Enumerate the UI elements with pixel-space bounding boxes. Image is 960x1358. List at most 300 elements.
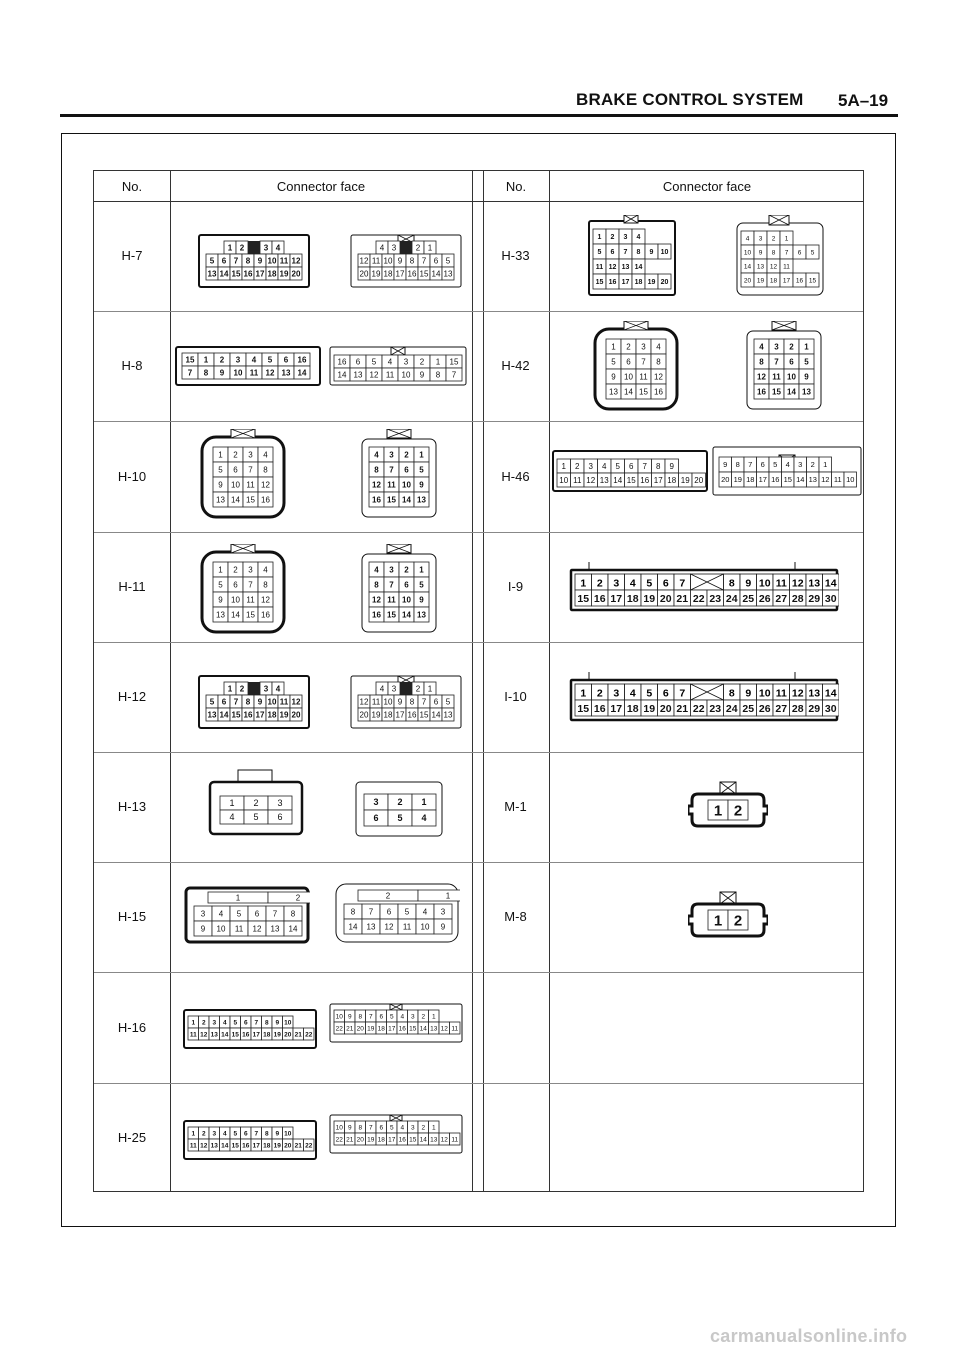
pin-label: 11	[402, 922, 412, 932]
pin-label: 3	[391, 243, 397, 253]
pin-label: 10	[420, 922, 430, 932]
pin-label: 2	[415, 243, 421, 253]
connector-h8-female	[328, 343, 468, 389]
pin-label: 11	[387, 480, 396, 490]
pin-label: 13	[281, 368, 291, 378]
pin-label: 8	[264, 1019, 269, 1027]
pin-label: 8	[374, 465, 379, 475]
pin-label: 3	[263, 243, 269, 253]
connector-h15-female	[334, 880, 460, 946]
pin-label: 2	[733, 802, 743, 820]
pin-label: 6	[662, 687, 669, 700]
pin-label: 1	[229, 798, 235, 809]
pin-label: 2	[397, 797, 403, 808]
pin-label: 7	[254, 1019, 259, 1027]
pin-label: 6	[760, 460, 765, 470]
pin-label: 10	[383, 256, 393, 266]
pin-label: 12	[369, 370, 379, 380]
pin-label: 7	[233, 256, 239, 266]
pin-label: 15	[639, 387, 648, 397]
pin-label: 2	[239, 243, 245, 253]
pin-label: 2	[239, 684, 245, 694]
pin-label: 1	[218, 564, 223, 574]
pin-label: 11	[234, 924, 244, 934]
pin-label: 15	[577, 592, 590, 605]
connector-h13-male	[206, 768, 306, 838]
pin-label: 7	[679, 687, 686, 700]
pin-label: 3	[248, 450, 253, 460]
pin-label: 14	[787, 387, 796, 397]
pin-label: 2	[626, 342, 631, 352]
pin-label: 3	[440, 907, 446, 917]
pin-label: 16	[407, 710, 417, 720]
pin-label: 12	[200, 1031, 208, 1039]
pin-label: 7	[368, 1123, 373, 1131]
pin-label: 15	[231, 269, 241, 279]
pin-label: 7	[389, 579, 394, 589]
connector-h7-male	[198, 231, 310, 289]
pin-label: 29	[808, 702, 821, 715]
row-label-left: H-11	[118, 578, 146, 594]
pin-label: 18	[267, 710, 277, 720]
pin-label: 14	[231, 609, 240, 619]
pin-label: 2	[295, 893, 301, 903]
pin-label: 7	[679, 577, 686, 590]
pin-label: 19	[643, 592, 656, 605]
pin-label: 12	[261, 480, 270, 490]
pin-label: 3	[613, 687, 620, 700]
col-header-no-left: No.	[121, 179, 143, 194]
pin-label: 19	[647, 279, 656, 287]
pin-label: 2	[404, 564, 409, 574]
pin-label: 5	[209, 256, 215, 266]
row-label-left: H-13	[117, 799, 147, 815]
pin-label: 1	[784, 235, 789, 243]
pin-label: 16	[398, 1135, 406, 1143]
pin-label: 8	[636, 249, 641, 257]
pin-label: 6	[629, 462, 634, 472]
pin-label: 3	[391, 684, 397, 694]
pin-label: 8	[264, 1129, 269, 1137]
pin-label: 9	[275, 1019, 280, 1027]
connector-h10-male	[196, 429, 290, 521]
pin-label: 6	[610, 249, 615, 257]
pin-label: 16	[640, 476, 650, 486]
pin-cell	[268, 892, 310, 903]
pin-label: 9	[745, 577, 752, 590]
pin-label: 19	[680, 476, 690, 486]
pin-label: 8	[759, 357, 764, 367]
pin-label: 1	[597, 234, 602, 242]
pin-label: 6	[221, 697, 227, 707]
pin-label: 6	[404, 579, 409, 589]
connector-h42-female	[737, 321, 831, 413]
pin-label: 8	[435, 370, 441, 380]
pin-label: 11	[833, 475, 842, 485]
pin-label: 4	[602, 462, 607, 472]
connector-h12-female	[350, 672, 462, 730]
pin-label: 3	[389, 450, 394, 460]
pin-label: 19	[733, 475, 742, 485]
pin-label: 12	[440, 1025, 448, 1033]
row-label-left: H-12	[117, 688, 147, 704]
pin-label: 6	[662, 577, 669, 590]
pin-label: 14	[221, 1141, 229, 1149]
pin-label: 2	[201, 1129, 206, 1137]
pin-label: 21	[346, 1135, 354, 1143]
pin-label: 1	[445, 891, 451, 901]
connector-h25-male	[182, 1117, 318, 1163]
pin-label: 11	[279, 256, 289, 266]
pin-label: 18	[667, 476, 677, 486]
pin-label: 1	[421, 797, 427, 808]
pin-label: 13	[808, 475, 817, 485]
pin-label: 9	[257, 697, 263, 707]
pin-label: 3	[212, 1129, 217, 1137]
pin-label: 5	[253, 812, 259, 823]
pin-label: 15	[808, 277, 817, 285]
pin-label: 13	[210, 1141, 218, 1149]
pin-label: 9	[200, 924, 206, 934]
row-label-right: I-9	[507, 578, 524, 594]
connector-h16-female	[328, 1000, 464, 1046]
pin-label: 3	[235, 355, 241, 365]
pin-label: 4	[759, 342, 764, 352]
connector-h25-female	[328, 1111, 464, 1157]
pin-label: 22	[692, 592, 705, 605]
page-number: 5A–19	[838, 91, 889, 110]
pin-label: 5	[218, 465, 223, 475]
pin-label: 19	[279, 269, 289, 279]
pin-label: 29	[808, 592, 821, 605]
pin-label: 25	[742, 592, 755, 605]
pin-label: 14	[402, 609, 411, 619]
pin-label: 6	[233, 465, 238, 475]
row-label-right: I-10	[504, 688, 527, 704]
pin-label: 4	[222, 1019, 227, 1027]
pin-label: 12	[265, 368, 275, 378]
pin-label: 9	[397, 697, 403, 707]
pin-label: 18	[769, 277, 778, 285]
pin-label: 7	[421, 256, 427, 266]
pin-label: 8	[245, 697, 251, 707]
pin-label: 5	[773, 460, 778, 470]
pin-label: 13	[599, 476, 609, 486]
pin-label: 14	[824, 687, 837, 700]
pin-label: 7	[272, 909, 278, 919]
pin-label: 8	[263, 579, 268, 589]
pin-label: 17	[252, 1031, 260, 1039]
pin-label: 5	[445, 697, 451, 707]
pin-label: 20	[291, 269, 301, 279]
pin-label: 22	[305, 1141, 313, 1149]
row-label-left: H-10	[117, 468, 147, 484]
pin-label: 25	[742, 702, 755, 715]
table-divider	[483, 171, 484, 1191]
pin-label: 3	[641, 342, 646, 352]
pin-label: 10	[401, 370, 411, 380]
pin-label: 26	[758, 592, 771, 605]
pin-label: 2	[610, 234, 615, 242]
pin-label: 8	[358, 1123, 363, 1131]
watermark: carmanualsonline.info	[710, 1326, 908, 1346]
pin-label: 3	[774, 342, 779, 352]
pin-label: 8	[358, 1013, 363, 1021]
pin-label: 6	[373, 813, 379, 824]
pin-label: 1	[431, 1013, 436, 1021]
pin-label: 10	[233, 368, 243, 378]
pin-label: 12	[372, 480, 381, 490]
pin-label: 10	[743, 249, 752, 257]
pin-label: 17	[653, 476, 663, 486]
pin-label: 8	[735, 460, 740, 470]
pin-label: 15	[409, 1135, 417, 1143]
pin-label: 8	[409, 256, 415, 266]
pin-label: 6	[626, 357, 631, 367]
pin-label: 8	[290, 909, 296, 919]
pin-label: 13	[417, 495, 426, 505]
pin-label: 2	[733, 912, 743, 930]
pin-label: 3	[758, 235, 763, 243]
pin-label: 6	[404, 465, 409, 475]
pin-label: 4	[421, 813, 427, 824]
pin-label: 6	[789, 357, 794, 367]
pin-label: 12	[291, 697, 301, 707]
pin-label: 1	[561, 462, 566, 472]
pin-label: 13	[443, 269, 453, 279]
header-rule	[60, 114, 898, 117]
pin-label: 30	[824, 592, 837, 605]
pin-label: 15	[419, 710, 429, 720]
row-label-left: H-7	[121, 248, 143, 264]
pin-label: 13	[430, 1025, 438, 1033]
pin-label: 11	[189, 1141, 197, 1149]
pin-label: 9	[347, 1013, 352, 1021]
pin-label: 18	[746, 475, 755, 485]
pin-label: 2	[385, 891, 391, 901]
pin-label: 10	[267, 697, 277, 707]
pin-label: 19	[367, 1135, 375, 1143]
pin-label: 9	[419, 594, 424, 604]
pin-label: 16	[795, 277, 804, 285]
pin-label: 20	[659, 592, 672, 605]
pin-label: 3	[798, 460, 803, 470]
pin-label: 7	[641, 357, 646, 367]
pin-label: 12	[791, 577, 804, 590]
pin-label: 10	[216, 924, 226, 934]
pin-label: 4	[629, 687, 636, 700]
connector-h10-female	[352, 429, 446, 521]
pin-label: 15	[231, 1031, 239, 1039]
pin-label: 12	[757, 372, 766, 382]
pin-label: 10	[267, 256, 277, 266]
pin-label: 14	[624, 387, 633, 397]
pin-label: 11	[189, 1031, 197, 1039]
pin-label: 12	[200, 1141, 208, 1149]
pin-label: 18	[383, 710, 393, 720]
pin-label: 2	[419, 357, 425, 367]
pin-label: 15	[577, 702, 590, 715]
pin-label: 2	[596, 577, 603, 590]
row-label-left: H-25	[117, 1129, 147, 1145]
pin-label: 5	[597, 249, 602, 257]
pin-label: 20	[359, 269, 369, 279]
pin-label: 14	[219, 269, 229, 279]
pin-label: 14	[796, 475, 805, 485]
pin-label: 2	[810, 460, 815, 470]
pin-label: 8	[245, 256, 251, 266]
pin-label: 3	[248, 564, 253, 574]
pin-label: 1	[191, 1019, 196, 1027]
pin-label: 6	[379, 1013, 384, 1021]
pin-label: 5	[267, 355, 273, 365]
pin-label: 5	[218, 579, 223, 589]
pin-label: 9	[218, 480, 223, 490]
pin-label: 1	[227, 243, 233, 253]
pin-label: 9	[745, 687, 752, 700]
pin-label: 6	[355, 357, 361, 367]
pin-label: 18	[377, 1135, 385, 1143]
pin-label: 7	[368, 907, 374, 917]
pin-label: 15	[185, 355, 195, 365]
pin-label: 2	[415, 684, 421, 694]
pin-label: 7	[389, 465, 394, 475]
pin-label: 1	[804, 342, 809, 352]
lock-tab	[248, 682, 260, 695]
pin-label: 13	[621, 264, 630, 272]
pin-label: 28	[791, 592, 804, 605]
pin-label: 7	[451, 370, 457, 380]
pin-label: 8	[350, 907, 356, 917]
pin-label: 8	[203, 368, 209, 378]
pin-label: 11	[371, 697, 381, 707]
pin-label: 18	[634, 279, 643, 287]
pin-label: 6	[386, 907, 392, 917]
pin-label: 2	[421, 1013, 426, 1021]
row-label-left: H-16	[117, 1019, 147, 1035]
pin-label: 9	[275, 1129, 280, 1137]
pin-label: 5	[397, 813, 403, 824]
row-divider	[94, 1083, 863, 1084]
pin-label: 1	[218, 450, 223, 460]
pin-label: 18	[263, 1141, 271, 1149]
pin-label: 9	[397, 256, 403, 266]
pin-label: 9	[611, 372, 616, 382]
pin-label: 12	[359, 697, 369, 707]
pin-label: 6	[433, 697, 439, 707]
pin-label: 3	[263, 684, 269, 694]
pin-label: 23	[709, 702, 722, 715]
pin-label: 4	[745, 235, 750, 243]
pin-label: 17	[252, 1141, 260, 1149]
pin-label: 13	[207, 269, 217, 279]
pin-label: 5	[419, 579, 424, 589]
pin-label: 15	[409, 1025, 417, 1033]
pin-label: 8	[656, 357, 661, 367]
pin-label: 16	[398, 1025, 406, 1033]
pin-label: 5	[389, 1123, 394, 1131]
pin-label: 1	[611, 342, 616, 352]
pin-label: 14	[288, 924, 298, 934]
pin-label: 7	[748, 460, 753, 470]
pin-label: 16	[297, 355, 307, 365]
pin-label: 10	[231, 480, 240, 490]
connector-h8-male	[174, 343, 322, 389]
pin-label: 2	[575, 462, 580, 472]
pin-label: 22	[335, 1025, 343, 1033]
pin-label: 10	[284, 1129, 292, 1137]
pin-label: 1	[419, 450, 424, 460]
pin-label: 11	[772, 372, 781, 382]
pin-label: 9	[419, 480, 424, 490]
pin-label: 17	[388, 1135, 396, 1143]
pin-label: 9	[440, 922, 446, 932]
pin-label: 7	[642, 462, 647, 472]
pin-label: 20	[359, 710, 369, 720]
pin-label: 4	[275, 684, 281, 694]
pin-label: 7	[421, 697, 427, 707]
pin-label: 10	[231, 594, 240, 604]
pin-label: 2	[789, 342, 794, 352]
row-label-left: H-8	[121, 358, 143, 374]
connector-h46-male	[551, 447, 709, 499]
pin-label: 13	[443, 710, 453, 720]
pin-label: 16	[593, 702, 606, 715]
pin-label: 1	[580, 687, 587, 700]
pin-label: 5	[371, 357, 377, 367]
pin-label: 4	[263, 564, 268, 574]
pin-label: 4	[275, 243, 281, 253]
pin-label: 16	[242, 1141, 250, 1149]
pin-label: 5	[389, 1013, 394, 1021]
pin-label: 20	[660, 279, 669, 287]
pin-label: 5	[233, 1019, 238, 1027]
pin-label: 11	[451, 1025, 459, 1033]
pin-label: 2	[253, 798, 259, 809]
col-header-face-left: Connector face	[276, 179, 366, 194]
table-divider	[549, 171, 550, 1191]
connector-h42-male	[589, 321, 683, 413]
pin-label: 11	[451, 1135, 459, 1143]
connector-h33-female	[735, 215, 825, 297]
pin-label: 17	[610, 592, 623, 605]
pin-label: 27	[775, 702, 788, 715]
pin-label: 15	[231, 710, 241, 720]
row-divider	[94, 642, 863, 643]
row-label-right: M-1	[504, 799, 527, 815]
connector-h15-male	[184, 880, 310, 946]
connector-h11-male	[196, 544, 290, 636]
header-rule	[94, 201, 863, 202]
pin-label: 14	[743, 263, 752, 271]
pin-label: 6	[221, 256, 227, 266]
pin-label: 24	[725, 592, 738, 605]
pin-label: 8	[728, 687, 735, 700]
pin-label: 18	[267, 269, 277, 279]
pin-label: 12	[791, 687, 804, 700]
pin-label: 7	[254, 1129, 259, 1137]
pin-label: 7	[187, 368, 193, 378]
pin-label: 13	[207, 710, 217, 720]
pin-label: 13	[756, 263, 765, 271]
pin-label: 10	[402, 480, 411, 490]
pin-label: 1	[191, 1129, 196, 1137]
pin-label: 15	[783, 475, 792, 485]
pin-label: 8	[771, 249, 776, 257]
pin-label: 15	[419, 269, 429, 279]
pin-label: 11	[387, 594, 396, 604]
pin-label: 10	[846, 475, 855, 485]
